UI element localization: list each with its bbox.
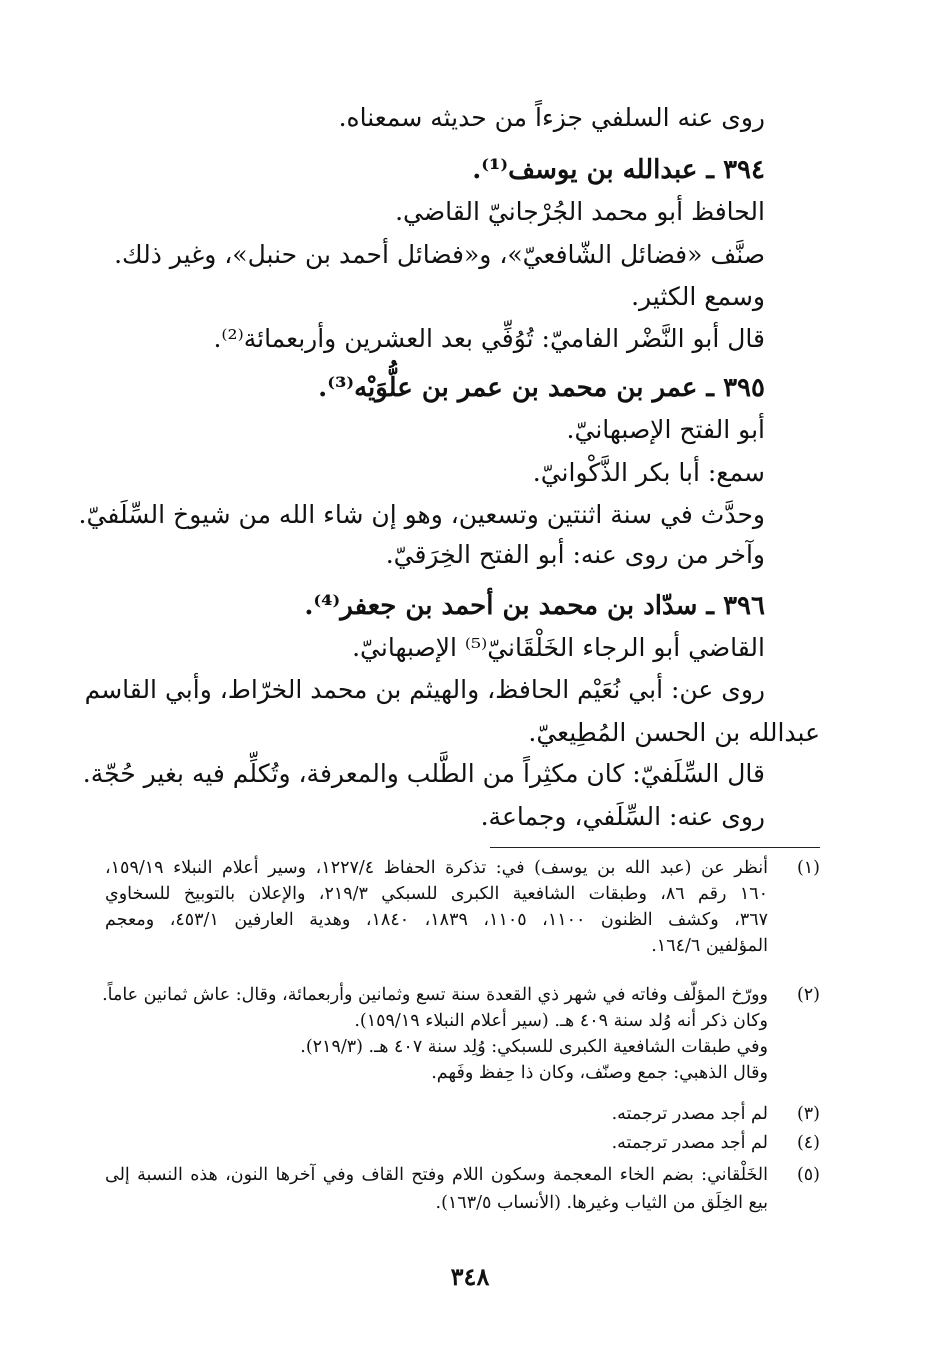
entry-heading-395: ٣٩٥ ـ عمر بن محمد بن عمر بن علُّوَيْه⁽³⁾. bbox=[318, 373, 765, 403]
footnote-number: (٣) bbox=[796, 1104, 820, 1124]
footnote-5 bbox=[105, 1163, 820, 1219]
footnote-line: ٣٦٧، وكشف الظنون ١١٠٠، ١١٠٥، ١٨٣٩، ١٨٤٠، وهدية العارفين ٤٥٣/١، ومعجم bbox=[105, 910, 769, 930]
footnote-line: أنظر عن (عبد الله بن يوسف) في: تذكرة الحفاظ ١٢٢٧/٤، وسير أعلام النبلاء ١٥٩/١٩، bbox=[105, 858, 768, 878]
footnote-number: (٥) bbox=[796, 1165, 820, 1185]
text-line: قال السِّلَفيّ: كان مكثِراً من الطَّلب والمعرفة، وتُكلِّم فيه بغير حُجّة. bbox=[82, 759, 765, 788]
footnote-line: المؤلفين ١٦٤/٦. bbox=[651, 936, 768, 956]
footnote-line: وورّخ المؤلّف وفاته في شهر ذي القعدة سنة تسع وثمانين وأربعمائة، وقال: عاش ثمانين عاماً. bbox=[102, 985, 768, 1005]
footnote-line: وكان ذكر أنه وُلد سنة ٤٠٩ هـ. (سير أعلام النبلاء ١٥٩/١٩). bbox=[354, 1011, 768, 1031]
entry-heading-396: ٣٩٦ ـ سدّاد بن محمد بن أحمد بن جعفر⁽⁴⁾. bbox=[304, 591, 765, 621]
footnote-1 bbox=[105, 856, 820, 956]
footnote-4 bbox=[105, 1131, 820, 1157]
text-line: القاضي أبو الرجاء الخَلْقَانيّ⁽⁵⁾ الإصبهانيّ. bbox=[352, 633, 765, 662]
text-line: روى عنه: السِّلَفي، وجماعة. bbox=[480, 802, 765, 831]
footnote-line: لم أجد مصدر ترجمته. bbox=[611, 1133, 768, 1153]
footnote-2 bbox=[102, 983, 820, 1093]
footnote-line: ١٦٠ رقم ٨٦، وطبقات الشافعية الكبرى للسبكي ٢١٩/٣، والإعلان بالتوبيخ للسخاوي bbox=[105, 884, 769, 904]
text-line: الحافظ أبو محمد الجُرْجانيّ القاضي. bbox=[395, 197, 765, 226]
text-line: صنَّف «فضائل الشّافعيّ»، و«فضائل أحمد بن حنبل»، وغير ذلك. bbox=[114, 240, 765, 269]
entry-heading-394: ٣٩٤ ـ عبدالله بن يوسف⁽¹⁾. bbox=[472, 155, 765, 185]
footnote-line: الخَلْقاني: بضم الخاء المعجمة وسكون اللام وفتح القاف وفي آخرها النون، هذه النسبة إلى bbox=[105, 1165, 768, 1185]
footnote-line: وفي طبقات الشافعية الكبرى للسبكي: وُلِد سنة ٤٠٧ هـ. (٢١٩/٣). bbox=[300, 1037, 768, 1057]
footnote-number: (١) bbox=[796, 858, 820, 878]
text-line: وآخر من روى عنه: أبو الفتح الخِرَقيّ. bbox=[385, 540, 765, 569]
text-line: عبدالله بن الحسن المُطِيعيّ. bbox=[528, 718, 820, 747]
text-line: روى عنه السلفي جزءاً من حديثه سمعناه. bbox=[338, 103, 765, 132]
text-line: روى عن: أبي نُعَيْم الحافظ، والهيثم بن محمد الخرّاط، وأبي القاسم bbox=[84, 675, 765, 704]
footnote-separator bbox=[490, 847, 820, 848]
footnote-3 bbox=[105, 1102, 820, 1128]
text-line: سمع: أبا بكر الذَّكْوانيّ. bbox=[532, 458, 765, 487]
text-line: وسمع الكثير. bbox=[631, 282, 765, 311]
footnote-line: لم أجد مصدر ترجمته. bbox=[611, 1104, 768, 1124]
text-line: أبو الفتح الإصبهانيّ. bbox=[566, 415, 765, 444]
footnote-line: بيع الخِلَق من الثياب وغيرها. (الأنساب ١٦٣/٥). bbox=[435, 1193, 768, 1213]
footnote-number: (٢) bbox=[796, 985, 820, 1005]
footnote-line: وقال الذهبي: جمع وصنّف، وكان ذا حِفظ وفَهم. bbox=[431, 1063, 768, 1083]
text-line: وحدَّث في سنة اثنتين وتسعين، وهو إن شاء الله من شيوخ السِّلَفيّ. bbox=[78, 500, 765, 529]
text-line: قال أبو النَّضْر الفاميّ: تُوُفِّي بعد العشرين وأربعمائة⁽²⁾. bbox=[213, 324, 765, 353]
page-number: ٣٤٨ bbox=[450, 1262, 490, 1291]
footnote-number: (٤) bbox=[796, 1133, 820, 1153]
